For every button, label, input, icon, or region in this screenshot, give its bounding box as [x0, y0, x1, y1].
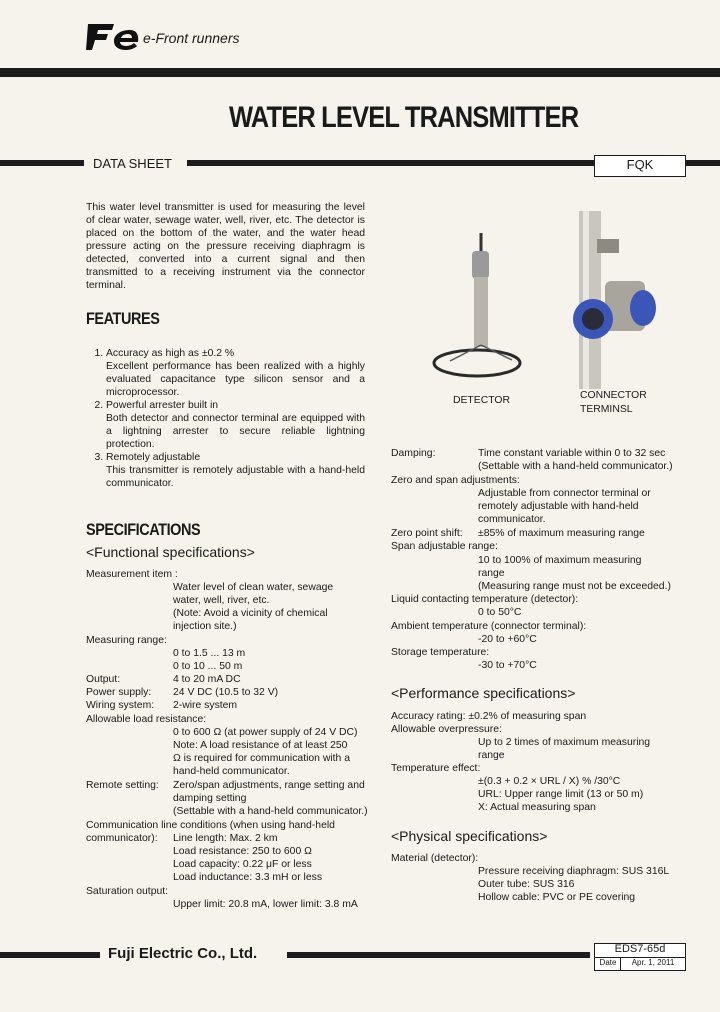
tagline: e-Front runners: [143, 30, 240, 46]
date-value: Apr. 1, 2011: [631, 958, 675, 967]
material-1: Pressure receiving diaphragm: SUS 316L: [478, 866, 670, 877]
saturation-1: Upper limit: 20.8 mA, lower limit: 3.8 mA: [173, 899, 358, 910]
damping-label: Damping:: [391, 448, 436, 459]
measuring-range-label: Measuring range:: [86, 635, 167, 646]
doc-number: EDS7-65d: [614, 943, 666, 955]
output-label: Output:: [86, 674, 121, 685]
ambient-value: -20 to +60°C: [478, 634, 537, 645]
comm-1: Line length: Max. 2 km: [173, 833, 278, 844]
measuring-range-2: 0 to 10 ... 50 m: [173, 661, 243, 672]
page-title: WATER LEVEL TRANSMITTER: [229, 101, 579, 134]
performance-heading: <Performance specifications>: [391, 685, 576, 701]
detector-caption: DETECTOR: [453, 395, 510, 406]
span-2: range: [478, 568, 505, 579]
footer-rule-right: [287, 952, 590, 958]
fe-logo-icon: [86, 22, 144, 52]
measuring-range-1: 0 to 1.5 ... 13 m: [173, 648, 246, 659]
specifications-heading: SPECIFICATIONS: [86, 520, 201, 539]
storage-value: -30 to +70°C: [478, 660, 537, 671]
footer-rule-left: [0, 952, 100, 958]
feature-item: 1. Accuracy as high as ±0.2 % Excellent performance has been realized with a highly evaluated capacitance type silicon sensor and a microprocessor.: [106, 347, 365, 399]
span-1: 10 to 100% of maximum measuring: [478, 555, 642, 566]
physical-heading: <Physical specifications>: [391, 828, 548, 844]
overpressure-1: Up to 2 times of maximum measuring: [478, 737, 651, 748]
measurement-item-label: Measurement item :: [86, 569, 178, 580]
damping-2: (Settable with a hand-held communicator.): [478, 461, 673, 472]
date-label: Date: [599, 958, 617, 967]
wiring-label: Wiring system:: [86, 700, 155, 711]
measurement-item-2: water, well, river, etc.: [173, 595, 270, 606]
detector-image: [432, 233, 522, 383]
measurement-item-3: (Note: Avoid a vicinity of chemical: [173, 608, 328, 619]
temp-effect-2: URL: Upper range limit (13 or 50 m): [478, 789, 644, 800]
overpressure-2: range: [478, 750, 505, 761]
comm-4: Load inductance: 3.3 mH or less: [173, 872, 323, 883]
zero-span-3: communicator.: [478, 514, 546, 525]
material-label: Material (detector):: [391, 853, 479, 864]
feature-item: 3. Remotely adjustable This transmitter is remotely adjustable with a hand-held communicator.: [106, 451, 365, 490]
connector-caption-2: TERMINSL: [580, 404, 633, 415]
load-label: Allowable load resistance:: [86, 714, 207, 725]
zero-shift-value: ±85% of maximum measuring range: [478, 528, 645, 539]
liquid-label: Liquid contacting temperature (detector):: [391, 594, 579, 605]
output-value: 4 to 20 mA DC: [173, 674, 241, 685]
features-heading: FEATURES: [86, 309, 160, 328]
remote-label: Remote setting:: [86, 780, 159, 791]
load-4: hand-held communicator.: [173, 766, 290, 777]
temp-effect-label: Temperature effect:: [391, 763, 481, 774]
zero-span-1: Adjustable from connector terminal or: [478, 488, 651, 499]
temp-effect-1: ±(0.3 + 0.2 × URL / X) % /30°C: [478, 776, 621, 787]
zero-shift-label: Zero point shift:: [391, 528, 463, 539]
functional-spec-heading: <Functional specifications>: [86, 544, 255, 560]
connector-caption-1: CONNECTOR: [580, 390, 647, 401]
saturation-label: Saturation output:: [86, 886, 169, 897]
overpressure-label: Allowable overpressure:: [391, 724, 502, 735]
features-list: [86, 347, 365, 490]
measurement-item-4: injection site.): [173, 621, 237, 632]
company-name: Fuji Electric Co., Ltd.: [108, 945, 258, 962]
liquid-value: 0 to 50°C: [478, 607, 522, 618]
model-number: FQK: [626, 157, 654, 172]
comm-label-2: communicator):: [86, 833, 158, 844]
load-1: 0 to 600 Ω (at power supply of 24 V DC): [173, 727, 358, 738]
comm-label-1: Communication line conditions (when using hand-held: [86, 820, 335, 831]
temp-effect-3: X: Actual measuring span: [478, 802, 596, 813]
ambient-label: Ambient temperature (connector terminal):: [391, 621, 587, 632]
feature-item: 2. Powerful arrester built in Both detector and connector terminal are equipped with a lightning arrester to secure reliable lightning protection.: [106, 399, 365, 451]
connector-image: [565, 211, 665, 391]
company-logo: [86, 22, 144, 52]
material-2: Outer tube: SUS 316: [478, 879, 575, 890]
load-3: Ω is required for communication with a: [173, 753, 350, 764]
comm-3: Load capacity: 0.22 μF or less: [173, 859, 312, 870]
material-3: Hollow cable: PVC or PE covering: [478, 892, 636, 903]
load-2: Note: A load resistance of at least 250: [173, 740, 348, 751]
accuracy: Accuracy rating: ±0.2% of measuring span: [391, 711, 587, 722]
rule-left: [0, 160, 84, 166]
header-bar: [0, 68, 720, 77]
zero-span-label: Zero and span adjustments:: [391, 475, 520, 486]
wiring-value: 2-wire system: [173, 700, 238, 711]
damping-1: Time constant variable within 0 to 32 sec: [478, 448, 666, 459]
power-value: 24 V DC (10.5 to 32 V): [173, 687, 279, 698]
intro-text: This water level transmitter is used for measuring the level of clear water, sewage water, well, river, etc. The detector is placed on the bottom of the water, and the water head pressure acting on the pressure receiving diaphragm is detected, converted into a current signal and then transmitted to a receiving instrument via the connector terminal.: [86, 202, 365, 291]
span-label: Span adjustable range:: [391, 541, 498, 552]
remote-3: (Settable with a hand-held communicator.): [173, 806, 368, 817]
remote-2: damping setting: [173, 793, 247, 804]
power-label: Power supply:: [86, 687, 152, 698]
data-sheet-label: DATA SHEET: [93, 156, 172, 171]
zero-span-2: remotely adjustable with hand-held: [478, 501, 639, 512]
remote-1: Zero/span adjustments, range setting and: [173, 780, 365, 791]
measurement-item-1: Water level of clean water, sewage: [173, 582, 334, 593]
comm-2: Load resistance: 250 to 600 Ω: [173, 846, 312, 857]
storage-label: Storage temperature:: [391, 647, 490, 658]
span-3: (Measuring range must not be exceeded.): [478, 581, 671, 592]
